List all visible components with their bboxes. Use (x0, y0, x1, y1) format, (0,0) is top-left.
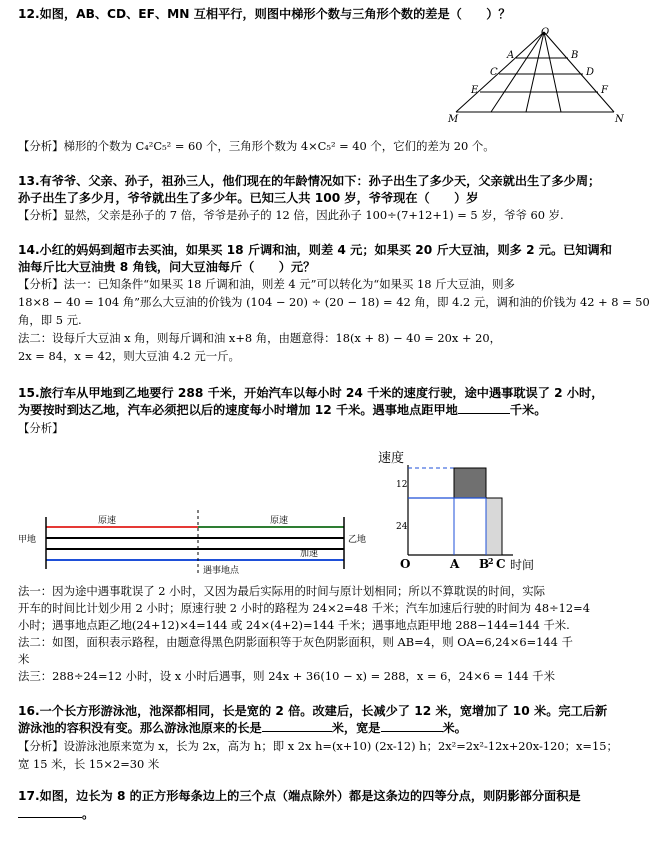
q16-analysis-1: 【分析】设游泳池原来宽为 x，长为 2x，高为 h；即 x 2x h=(x+10) (2x-12) h；2x²=2x²-12x+20x-120；x=15； (18, 739, 618, 753)
graph-b-subscript: 2 (488, 556, 494, 566)
label-B: B (571, 50, 579, 61)
route-start-label: 甲地 (18, 535, 37, 545)
q16-line2 (18, 720, 467, 736)
q15-answer-blank[interactable] (458, 402, 510, 414)
q15-analysis-4: 法二：如图，面积表示路程，由题意得黑色阴影面积等于灰色阴影面积，则 AB=4，则 OA=6,24×6=144 千 (18, 635, 573, 649)
q15-line1: 15.旅行车从甲地到乙地要行 288 千米，开始汽车以每小时 24 千米的速度行驶，途中遇事耽误了 2 小时， (18, 386, 604, 400)
q17-line2-end: 。 (82, 807, 95, 821)
label-F: F (601, 85, 608, 96)
graph-x-title: 时间 (510, 558, 535, 572)
q16-analysis-2: 宽 15 米，长 15×2=30 米 (18, 757, 160, 771)
route-diagram (18, 505, 378, 575)
route-faster-label: 加速 (300, 549, 319, 559)
q14-analysis-1: 【分析】法一：已知条件“如果买 18 斤调和油，则差 4 元”可以转化为“如果买 18 斤大豆油，则多 (18, 277, 515, 291)
q14-line2: 油每斤比大豆油贵 8 角钱，问大豆油每斤（ ）元？ (18, 260, 316, 274)
q16-length-blank[interactable] (262, 720, 332, 732)
q16-line2-mid: 米，宽是 (331, 721, 381, 735)
label-O: O (541, 27, 550, 38)
q13-line1: 13.有爷爷、父亲、孙子，祖孙三人，他们现在的年龄情况如下：孙子出生了多少天，父亲就出生了多少周； (18, 174, 601, 188)
q14-analysis-5: 2x = 84，x = 42，则大豆油 4.2 元一斤。 (18, 349, 240, 363)
label-M: M (448, 114, 459, 125)
route-stop-label: 遇事地点 (203, 566, 240, 576)
q15-analysis-1: 法一：因为途中遇事耽误了 2 小时，又因为最后实际用的时间与原计划相同；所以不算耽误的时间，实际 (18, 584, 546, 598)
label-E: E (471, 85, 479, 96)
label-C: C (490, 67, 498, 78)
label-D: D (586, 67, 595, 78)
graph-y-tick-24: 24 (396, 522, 408, 532)
speed-time-graph (378, 445, 548, 575)
graph-origin-label: O (400, 557, 411, 571)
graph-y-title: 速度 (378, 451, 405, 466)
graph-a-label: A (450, 557, 460, 571)
q13-line2: 孙子出生了多少月，爷爷就出生了多少年。已知三人共 100 岁，爷爷现在（ ）岁 (18, 191, 479, 205)
q15-line2 (18, 402, 546, 418)
q14-analysis-2: 18×8 − 40 = 104 角”那么大豆油的价钱为 (104 − 20) ÷ (20 − 18) = 42 角，即 4.2 元，调和油的价钱为 42 + 8 = 50 (18, 295, 650, 309)
q17-line2 (18, 806, 94, 822)
q17-answer-blank[interactable] (18, 806, 82, 818)
q14-analysis-4: 法二：设每斤大豆油 x 角，则每斤调和油 x+8 角，由题意得：18(x + 8) − 40 = 20x + 20， (18, 331, 501, 345)
q14-line1: 14.小红的妈妈到超市去买油，如果买 18 斤调和油，则差 4 元；如果买 20 斤大豆油，则多 2 元。已知调和 (18, 243, 612, 257)
label-A: A (507, 50, 515, 61)
route-end-label: 乙地 (348, 535, 367, 545)
q12-question: 12.如图，AB、CD、EF、MN 互相平行，则图中梯形个数与三角形个数的差是（ ）？ (18, 7, 511, 21)
q12-analysis: 【分析】梯形的个数为 C₄²C₅² = 60 个，三角形个数为 4×C₅² = 40 个，它们的差为 20 个。 (18, 139, 495, 153)
q15-analysis-6: 法三：288÷24=12 小时，设 x 小时后遇事，则 24x + 36(10 − x) = 288，x = 6，24×6 = 144 千米 (18, 669, 555, 683)
q16-line2-end: 米。 (442, 721, 467, 735)
q16-line1: 16.一个长方形游泳池，池深都相同，长是宽的 2 倍。改建后，长减少了 12 米，宽增加了 10 米。完工后新 (18, 704, 608, 718)
graph-c-label: C (496, 557, 506, 571)
q15-analysis-tag: 【分析】 (18, 421, 64, 435)
route-origin-speed-label: 原速 (98, 516, 117, 526)
q15-analysis-3: 小时；遇事地点距乙地(24+12)×4=144 或 24×(4+2)=144 千米；遇事地点距甲地 288−144=144 千米. (18, 618, 570, 632)
graph-y-tick-12: 12 (396, 480, 408, 490)
q14-analysis-3: 角，即 5 元. (18, 313, 82, 327)
q13-analysis: 【分析】显然，父亲是孙子的 7 倍，爷爷是孙子的 12 倍，因此孙子 100÷(7+12+1) = 5 岁，爷爷 60 岁. (18, 208, 564, 222)
q16-width-blank[interactable] (381, 720, 443, 732)
route-origin-speed-label-2: 原速 (270, 516, 289, 526)
q15-analysis-5: 米 (18, 652, 30, 666)
label-N: N (615, 114, 624, 125)
trapezoid-figure (440, 26, 640, 126)
q15-line2-unit: 千米。 (509, 403, 547, 417)
q17-line1: 17.如图，边长为 8 的正方形每条边上的三个点（端点除外）都是这条边的四等分点，则阴影部分面积是 (18, 789, 581, 803)
graph-b-label: B (479, 557, 490, 571)
q16-line2-text: 游泳池的容积没有变。那么游泳池原来的长是 (18, 721, 262, 735)
q15-line2-text: 为要按时到达乙地，汽车必须把以后的速度每小时增加 12 千米。遇事地点距甲地 (18, 403, 458, 417)
q15-analysis-2: 开车的时间比计划少用 2 小时；原速行驶 2 小时的路程为 24×2=48 千米；汽车加速后行驶的时间为 48÷12=4 (18, 601, 590, 615)
